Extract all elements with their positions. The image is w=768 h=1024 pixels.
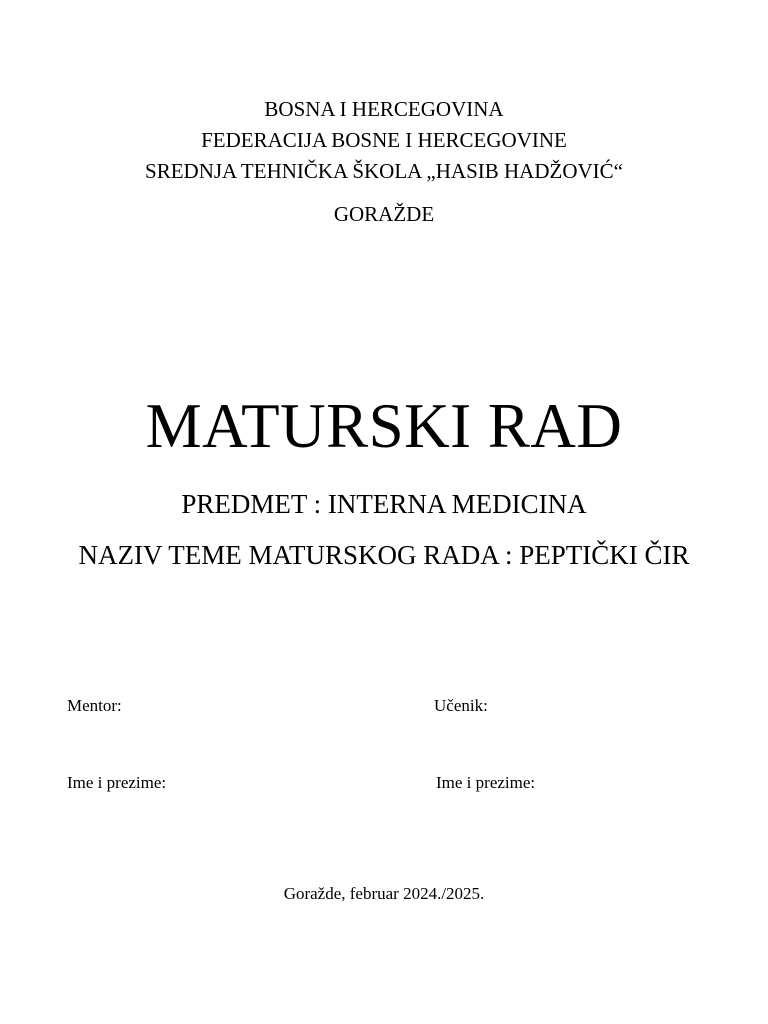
city-line: GORAŽDE xyxy=(333,202,435,226)
theme-line: NAZIV TEME MATURSKOG RADA : PEPTIČKI ČIR xyxy=(78,540,690,570)
federation-line: FEDERACIJA BOSNE I HERCEGOVINE xyxy=(201,128,567,152)
mentor-name-label: Ime i prezime: xyxy=(67,773,167,792)
student-name-label: Ime i prezime: xyxy=(436,773,536,792)
subject-line: PREDMET : INTERNA MEDICINA xyxy=(181,489,587,519)
country-line: BOSNA I HERCEGOVINA xyxy=(264,97,504,121)
institution-header xyxy=(0,94,768,230)
mentor-label: Mentor: xyxy=(67,696,122,715)
school-line: SREDNJA TEHNIČKA ŠKOLA „HASIB HADŽOVIĆ“ xyxy=(145,159,623,183)
document-title: MATURSKI RAD xyxy=(145,391,623,461)
place-date-line: Goražde, februar 2024./2025. xyxy=(283,884,485,903)
student-label: Učenik: xyxy=(434,696,488,715)
